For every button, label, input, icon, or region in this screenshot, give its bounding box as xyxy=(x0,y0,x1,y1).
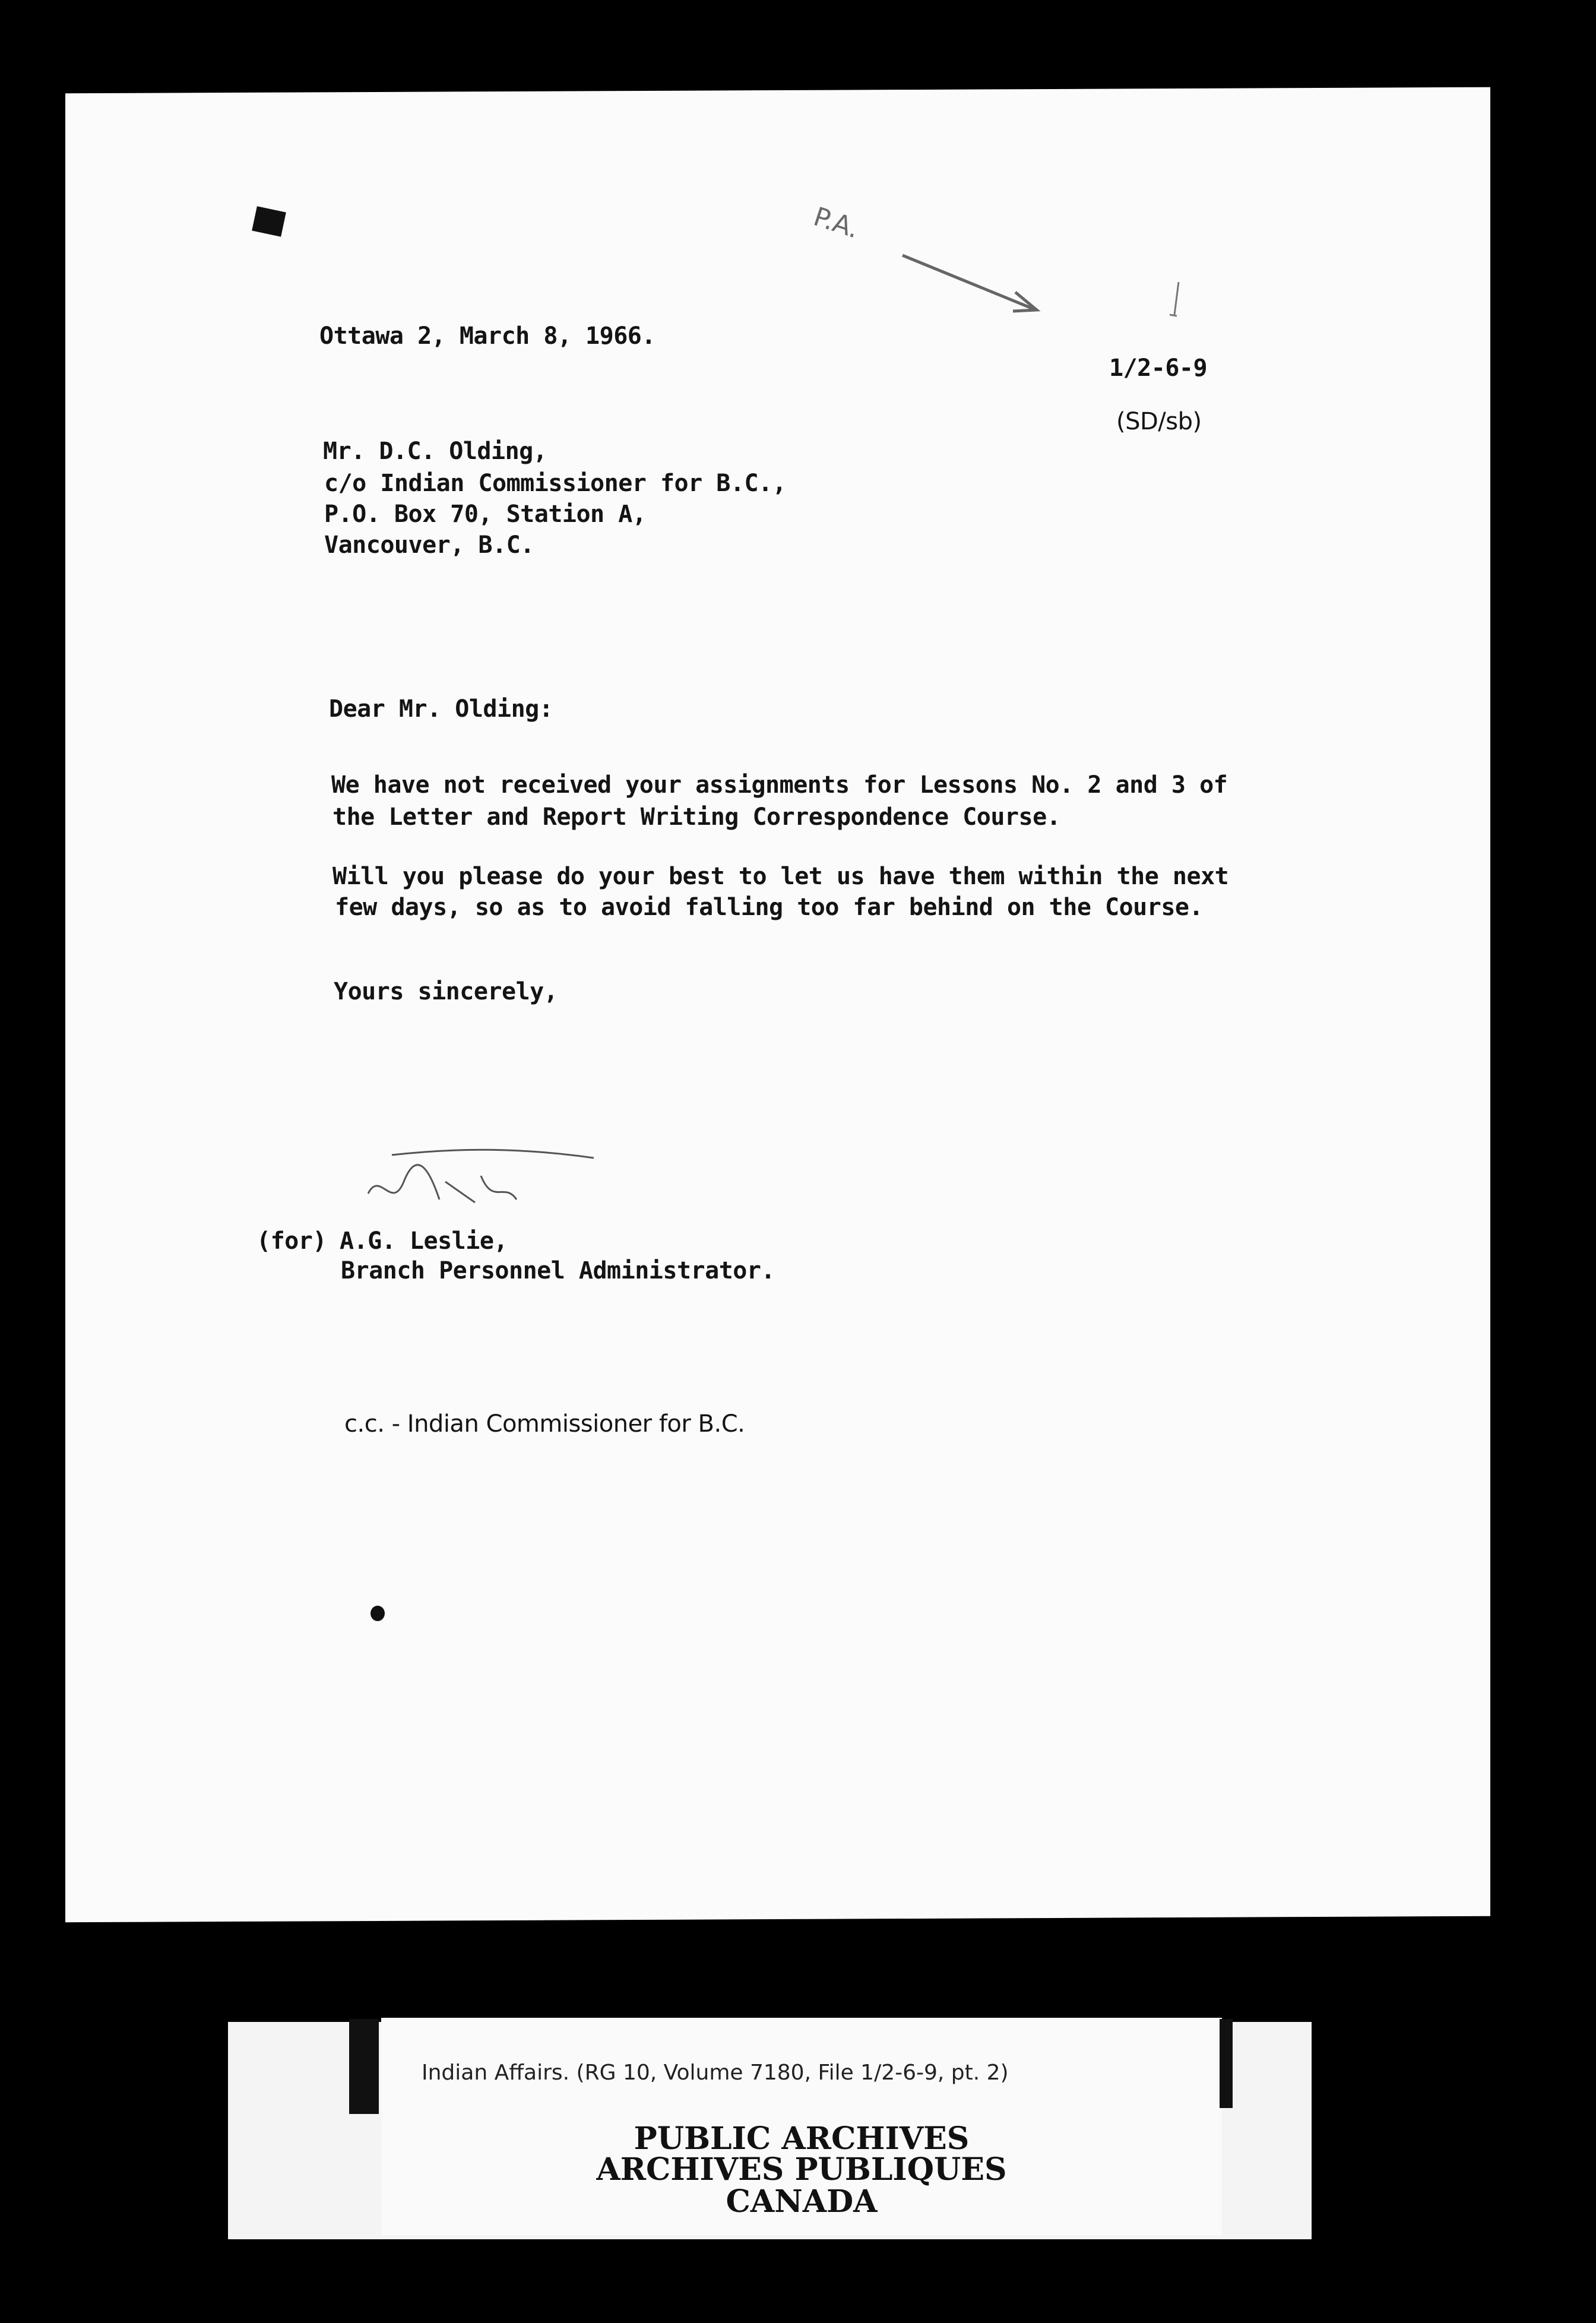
recipient-line: P.O. Box 70, Station A, xyxy=(324,501,647,528)
signatory-title: Branch Personnel Administrator. xyxy=(341,1257,775,1284)
recipient-line: c/o Indian Commissioner for B.C., xyxy=(324,470,787,497)
signature-prefix: (for) xyxy=(256,1227,327,1255)
signatory-name: A.G. Leslie, xyxy=(340,1227,508,1255)
ink-spot xyxy=(370,1606,385,1621)
archive-reference: Indian Affairs. (RG 10, Volume 7180, File 1/2-6-9, pt. 2) xyxy=(422,2061,1009,2085)
closing: Yours sincerely, xyxy=(334,978,558,1005)
recipient-line: Mr. D.C. Olding, xyxy=(323,438,547,465)
body-line: few days, so as to avoid falling too far behind on the Course. xyxy=(335,894,1204,921)
archive-title-line: PUBLIC ARCHIVES xyxy=(634,2121,970,2157)
arrow-icon xyxy=(897,249,1045,321)
label-tab-left xyxy=(349,2019,379,2114)
signature-scribble xyxy=(356,1146,606,1229)
body-line: the Letter and Report Writing Correspondence Course. xyxy=(332,803,1061,831)
cc-line: c.c. - Indian Commissioner for B.C. xyxy=(344,1410,745,1438)
body-line: Will you please do your best to let us have them within the next xyxy=(332,863,1229,890)
check-mark-icon xyxy=(1164,279,1188,327)
archive-title-line: CANADA xyxy=(726,2183,878,2220)
handwritten-note: P.A. xyxy=(810,201,863,245)
salutation: Dear Mr. Olding: xyxy=(329,695,553,723)
label-tab-right xyxy=(1220,2019,1233,2108)
letter-sheet xyxy=(65,87,1490,1922)
archive-title-line: ARCHIVES PUBLIQUES xyxy=(596,2151,1007,2188)
body-line: We have not received your assignments for Lessons No. 2 and 3 of xyxy=(331,771,1228,799)
reference-initials: (SD/sb) xyxy=(1116,408,1202,435)
file-number: 1/2-6-9 xyxy=(1109,355,1208,382)
recipient-line: Vancouver, B.C. xyxy=(324,531,534,559)
place-date: Ottawa 2, March 8, 1966. xyxy=(319,322,656,350)
